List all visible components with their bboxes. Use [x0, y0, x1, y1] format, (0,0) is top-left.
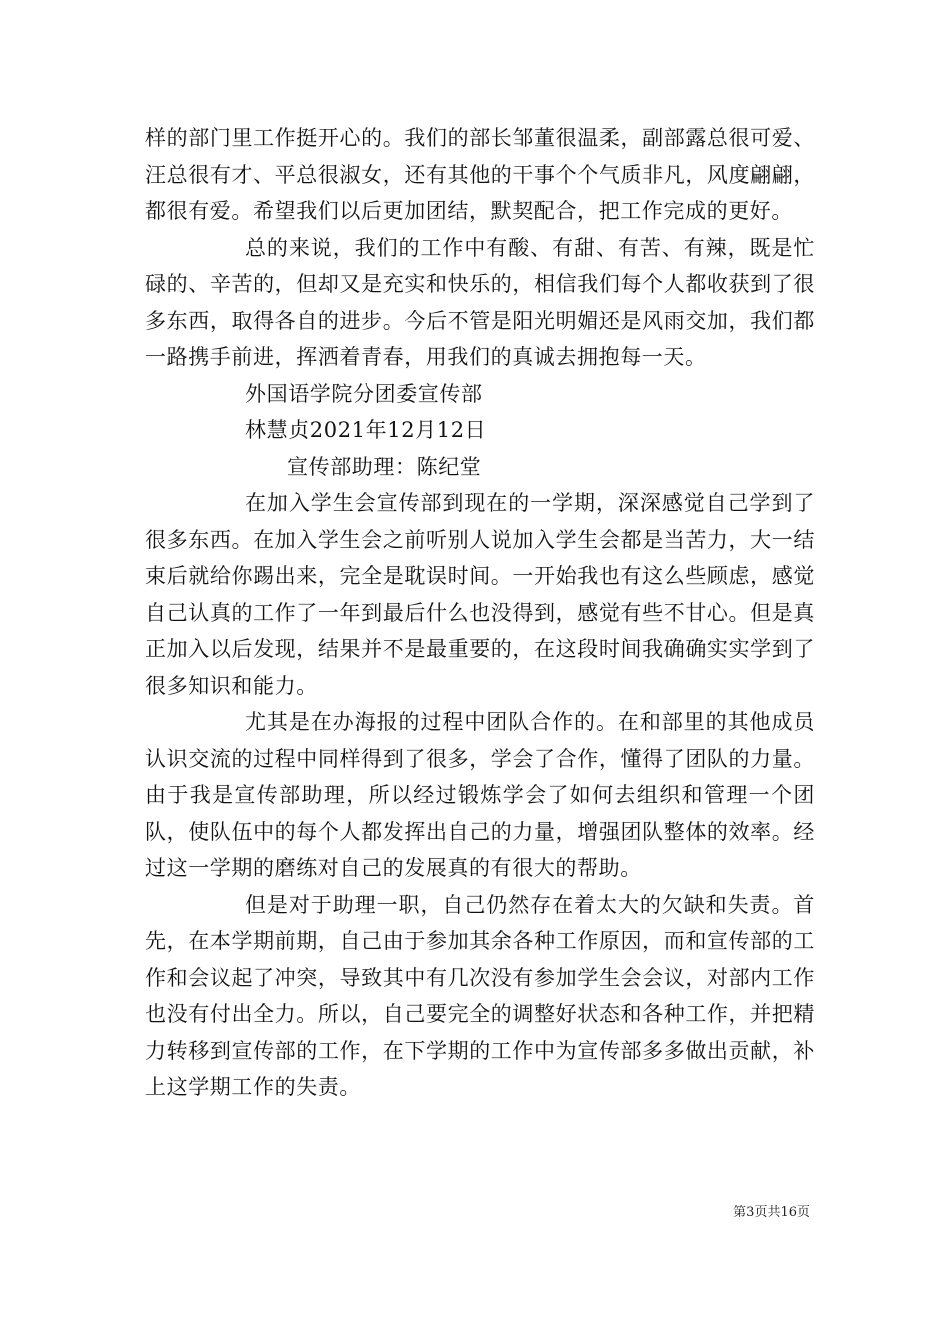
signature-department: 外国语学院分团委宣传部: [245, 381, 483, 406]
paragraph-continued: 样的部门里工作挺开心的。我们的部长邹董很温柔，副部露总很可爱、汪总很有才、平总很淑女，还有其他的干事个个气质非凡，风度翩翩，都很有爱。希望我们以后更加团结，默契配合，把工作完成的更好。: [145, 126, 815, 223]
paragraph-summary: 总的来说，我们的工作中有酸、有甜、有苦、有辣，既是忙碌的、辛苦的，但却又是充实和快乐的，相信我们每个人都收获到了很多东西，取得各自的进步。今后不管是阳光明媚还是风雨交加，我们都一路携手前进，挥洒着青春，用我们的真诚去拥抱每一天。: [145, 235, 815, 369]
signature-author-date: 林慧贞2021年12月12日: [245, 418, 487, 442]
document-body: [145, 120, 815, 1106]
page-number-footer: 第3页共16页: [733, 1205, 810, 1220]
paragraph-shortcomings: 但是对于助理一职，自己仍然存在着太大的欠缺和失责。首先，在本学期前期，自己由于参加其余各种工作原因，而和宣传部的工作和会议起了冲突，导致其中有几次没有参加学生会会议，对部内工作也没有付出全力。所以，自己要完全的调整好状态和各种工作，并把精力转移到宣传部的工作，在下学期的工作中为宣传部多多做出贡献，补上这学期工作的失责。: [145, 892, 815, 1099]
section-author-title: 宣传部助理：陈纪堂: [287, 454, 482, 479]
paragraph-intro: 在加入学生会宣传部到现在的一学期，深深感觉自己学到了很多东西。在加入学生会之前听别人说加入学生会都是当苦力，大一结束后就给你踢出来，完全是耽误时间。一开始我也有这么些顾虑，感觉自己认真的工作了一年到最后什么也没得到，感觉有些不甘心。但是真正加入以后发现，结果并不是最重要的，在这段时间我确确实实学到了很多知识和能力。: [145, 491, 815, 698]
paragraph-teamwork: 尤其是在办海报的过程中团队合作的。在和部里的其他成员认识交流的过程中同样得到了很多，学会了合作，懂得了团队的力量。由于我是宣传部助理，所以经过锻炼学会了如何去组织和管理一个团队，使队伍中的每个人都发挥出自己的力量，增强团队整体的效率。经过这一学期的磨练对自己的发展真的有很大的帮助。: [145, 710, 815, 880]
